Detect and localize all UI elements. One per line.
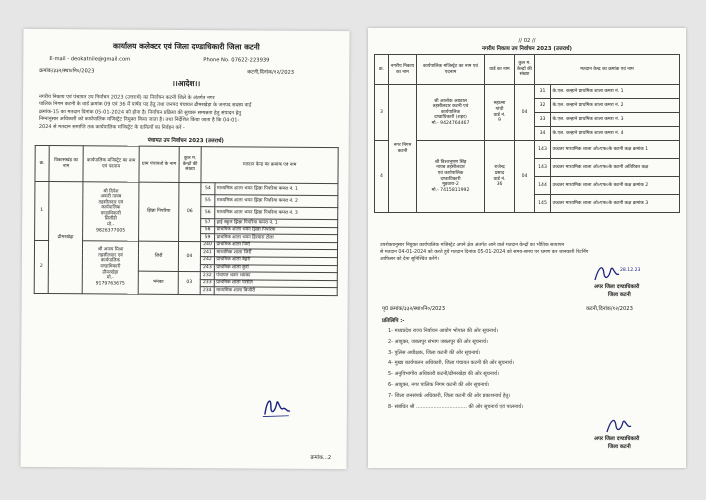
list-item: 5- अनुविभागीय अधिकारी कटनी/ढीमरखेड़ा की ओर सूचनार्थ। — [388, 371, 500, 378]
magistrate-line: एवं कार्यपालिक — [437, 170, 464, 176]
ward-line: गांधी — [495, 106, 504, 112]
table-header-row — [35, 145, 338, 183]
block-name: ढीमरखेड़ा — [48, 182, 83, 294]
station-name: के.एल. कन्हाने प्राथमिक शाला कमरा नं. 2 — [551, 99, 680, 113]
magistrate-line: मो.- 9424764467 — [431, 120, 470, 126]
body-line: क्रमांक-15 का मतदान दिनांक 05-01-2024 को होना है। निर्वाचन प्रक्रिया की सुचारू सम्पन्नता हेतु संपादन हेतु — [38, 108, 242, 117]
signature-mark — [259, 393, 293, 421]
col-count: कुल म. केन्द्रों की संख्या — [179, 146, 201, 182]
list-item: 2- आयुक्त, जबलपुर संभाग जबलपुर की ओर सूचनार्थ। — [388, 338, 488, 345]
body-line: पालिक निगम कटनी के वार्ड क्रमांक 09 एवं 36 में पार्षद पद हेतु तथा जनपद पंचायत ढीमरखेड़ा के जनपद सदस्य वार्ड — [38, 101, 252, 109]
ward-line: वार्ड नं. — [493, 176, 506, 182]
station-no: 233 — [200, 279, 214, 287]
instruction-line: उपरोक्तानुसार नियुक्त कार्यपालिक मजिस्ट्रेट अपने क्षेत्र अंतर्गत आने वाले मतदान केन्द्रों का भौतिक सत्यापन — [380, 243, 565, 248]
station-name: उच्चतर माध्यमिक शाला ओ०एफ०के कटनी कक्ष क्रमांक 3 — [551, 195, 680, 213]
station-count: 04 — [515, 85, 535, 141]
ward-cell — [485, 141, 515, 213]
table-row — [375, 141, 680, 159]
station-no: 232 — [200, 272, 214, 280]
station-name: प्राथमिक शाला कुर्रा — [214, 264, 337, 272]
station-name: उच्चतर माध्यमिक शाला ओ०एफ०के कटनी कक्ष क्रमांक 1 — [551, 141, 680, 159]
magistrate-cell — [83, 182, 139, 241]
row-sno: 2 — [34, 240, 48, 293]
magistrate-line: मो.- 7415811992 — [431, 187, 470, 193]
station-count: 03 — [178, 272, 200, 295]
station-no: 59 — [201, 234, 215, 242]
body-line: नगरीय निकाय एवं पंचायत उप निर्वाचन 2023 (उत्तरार्ध) का निर्वाचन कटनी जिले के अंतर्गत नगर — [39, 93, 215, 102]
ward-line: 9 — [498, 118, 501, 124]
magistrate-line: नायब तहसीलदार — [436, 165, 465, 171]
signature-date: 28.12.23 — [620, 268, 641, 273]
station-no: 56 — [201, 207, 215, 219]
magistrate-line: दण्डाधिकारी — [100, 211, 121, 217]
list-item: 6- आयुक्त, नगर पालिक निगम कटनी की ओर सूचनार्थ। — [388, 381, 490, 388]
copy-heading: प्रतिलिपि :- — [382, 318, 405, 324]
row-sno: 4 — [375, 141, 389, 213]
row-sno: 3 — [375, 85, 389, 141]
row-sno: 1 — [35, 181, 49, 240]
station-no: 243 — [200, 264, 214, 272]
station-name: प्राथमिक शाला भवन झिन्ना पिपरिया — [215, 226, 338, 234]
magistrate-cell — [82, 241, 138, 295]
station-no: 54 — [201, 183, 215, 195]
reference-number: क्रमांक/३३२/स्था०नि०/2023 — [39, 67, 95, 75]
station-no: 32 — [535, 99, 551, 113]
order-date: कटनी,दिनांक/१२/2023 — [247, 69, 295, 76]
instruction-line: आफिसर को देना सुनिश्चित करेंगे। — [380, 257, 439, 262]
office-phone: Phone No. 07622-223939 — [203, 57, 270, 64]
station-no: 144 — [535, 177, 551, 195]
col-body: नगरीय निकाय का नाम — [389, 55, 417, 85]
station-no: 31 — [535, 85, 551, 99]
order-body — [39, 94, 339, 133]
station-name: हाई स्कूल झिन्ना पिपरिया कमरा नं. 1 — [215, 219, 338, 227]
station-no: 145 — [535, 195, 551, 213]
col-panchayat: ग्राम पंचायतों के नाम — [139, 146, 179, 182]
signature-mark — [592, 260, 622, 286]
office-title: कार्यालय कलेक्टर एवं जिला दण्डाधिकारी जिला कटनी — [113, 41, 260, 52]
station-name: माध्यमिक शाला बिजौरी — [214, 287, 337, 295]
col-block: विकासखंड का नाम — [49, 146, 83, 182]
station-no: 55 — [201, 195, 215, 207]
magistrate-line: श्री दिनेश — [103, 188, 119, 195]
station-name: प्राथमिक शाला जिर्री — [215, 241, 338, 249]
panchayat-name: झिन्ना पिपरिया — [139, 182, 179, 241]
panchayat-name: भमका — [138, 271, 178, 294]
ward-line: महात्मा — [493, 101, 506, 107]
signer-place: जिला कटनी — [608, 444, 631, 450]
station-no: 57 — [201, 219, 215, 227]
col-ward: वार्ड का नाम — [485, 55, 515, 85]
table-row — [375, 85, 680, 99]
station-name: प्राथमिक शाला भवन हिरवारा टोला — [215, 234, 338, 242]
station-no: 143 — [535, 159, 551, 177]
station-no: 58 — [201, 226, 215, 234]
magistrate-line: तहसीलदार एवं — [98, 200, 124, 206]
station-name: प्राथमिक शाला परसेल — [214, 279, 337, 287]
signer-place: जिला कटनी — [608, 292, 631, 298]
panchayat-name: जिर्री — [138, 241, 178, 272]
table-row — [35, 181, 338, 195]
order-page-2 — [368, 28, 686, 468]
magistrate-line: दण्डाधिकारी (शहर) — [434, 115, 467, 121]
copy-list — [388, 326, 523, 412]
copy-reference-number: पृ0 क्रमांक/३३२/स्था०नि०/2023 — [382, 306, 446, 312]
list-item: 1- मध्यप्रदेश राज्य निर्वाचन आयोग भोपाल की ओर सूचनार्थ। — [388, 328, 499, 334]
magistrate-line: मो.- — [107, 222, 115, 228]
station-name: माध्यमिक शाला भवन झिन्ना पिपरिया कमरा नं. 1 — [215, 183, 338, 196]
continuation-note: क्रमांक...2 — [310, 454, 332, 462]
body-line: 2024 से मतदान समाप्ति तक कार्यपालिक मजिस्ट्रेट के दायित्वों का निर्वहन करें - — [38, 123, 185, 131]
magistrate-table-panchayat — [34, 145, 339, 296]
magistrate-line: कार्यपालिक — [101, 205, 121, 211]
col-magistrate: कार्यपालिक मजिस्ट्रेट का नाम एवं पदनाम — [83, 146, 139, 182]
order-heading: ।।आदेश।। — [172, 78, 201, 89]
ward-line: 36 — [496, 182, 503, 188]
magistrate-line: दण्डाधिकारी — [440, 176, 461, 182]
station-count: 06 — [179, 182, 201, 241]
station-no: 240 — [201, 241, 215, 249]
magistrate-line: तहसीलदार एवं — [98, 253, 123, 259]
station-name: प्राथमिक शाला बेहरी — [214, 257, 337, 265]
magistrate-line: मो.- — [106, 275, 114, 281]
station-no: 242 — [200, 257, 214, 265]
station-name: माध्यमिक शाला भवन झिन्ना पिपरिया कमरा नं. 2 — [215, 195, 338, 208]
magistrate-cell — [417, 85, 485, 141]
station-no: 33 — [535, 113, 551, 127]
list-item: 8- संबंधित श्री ................................ की ओर सूचनार्थ एवं पालनार्थ। — [388, 403, 524, 410]
copy-date: कटनी,दिनांक/१२/2023 — [586, 306, 633, 312]
magistrate-line: श्री आलोक अग्रवाल — [434, 98, 467, 104]
magistrate-line: 9179763675 — [95, 281, 125, 287]
urban-body-name: नगर निगम कटनी — [389, 85, 417, 213]
table-header-row — [375, 55, 680, 85]
magistrate-line: दण्डाधिकारी — [100, 264, 121, 270]
magistrate-line: मुड़वारा-2 — [442, 182, 459, 188]
signature-mark — [604, 414, 634, 438]
station-name: के.एल. कन्हाने प्राथमिक शाला कमरा नं. 4 — [551, 127, 680, 141]
station-no: 241 — [200, 249, 214, 257]
instruction-paragraph — [380, 242, 676, 263]
station-no: 34 — [535, 127, 551, 141]
office-email: E-mail - deokatnile@gmail.com — [49, 56, 131, 63]
signer-title: अपर जिला दण्डाधिकारी — [594, 436, 640, 442]
ward-line: वार्ड नं. — [493, 112, 506, 118]
instruction-line: से मतदान 04-01-2024 को करते हुये मतदान दिनांक 05-01-2024 को समय-समय पर भ्रमण कर जानकारी रिटर्निंग — [380, 250, 589, 255]
table-title: पंचायत उप निर्वाचन 2023 (उत्तरार्ध) — [147, 137, 224, 145]
magistrate-line: सिलौंडी — [104, 216, 117, 223]
station-count: 04 — [515, 141, 535, 213]
magistrate-line: श्री अजय मिश्रा — [97, 247, 124, 253]
ward-line: राजेन्द्र — [494, 165, 505, 171]
station-name: पंचायत भवन भमका — [214, 272, 337, 280]
magistrate-table-urban — [374, 54, 680, 213]
station-no: 143 — [535, 141, 551, 159]
magistrate-line: श्री विश्वभूषण सिंह — [434, 159, 467, 165]
station-count: 04 — [178, 241, 200, 272]
col-count: कुल म. केन्द्रों की संख्या — [515, 55, 535, 85]
page-number: // 02 // — [518, 38, 536, 44]
station-name: माध्यमिक शाला जिर्री — [214, 249, 337, 257]
station-name: के.एल. कन्हाने प्राथमिक शाला कमरा नं. 1 — [551, 85, 680, 99]
list-item: 3- पुलिस अधीक्षक, जिला कटनी की ओर सूचनार्थ। — [388, 349, 481, 356]
col-sno: क्र. — [35, 145, 49, 181]
table-title: नगरीय निकाय उप निर्वाचन 2023 (उत्तरार्ध) — [482, 46, 572, 52]
col-stations: मतदान केन्द्र का क्रमांक एवं नाम — [535, 55, 680, 85]
magistrate-line: अवारी नायब — [100, 194, 122, 200]
magistrate-line: कार्यपालिक — [100, 258, 120, 265]
signer-title: अपर जिला दण्डाधिकारी — [594, 284, 640, 290]
magistrate-cell — [417, 141, 485, 213]
col-stations: मतदान केन्द्र का क्रमांक एवं नाम — [201, 147, 338, 184]
ward-line: प्रसाद — [494, 170, 505, 176]
body-line: निम्नानुसार अधिकारी को कार्यपालिक मजिस्ट्रेट नियुक्त किया जाता है। तथा निर्देशित किया जाता है कि 04-01- — [38, 116, 240, 124]
station-name: माध्यमिक शाला भवन झिन्ना पिपरिया कमरा नं. 3 — [215, 207, 338, 220]
list-item: 7- जिला जनसंपर्क अधिकारी, जिला कटनी की ओर प्रकाशनार्थ हेतु। — [388, 392, 511, 399]
magistrate-line: 9826377005 — [95, 228, 126, 234]
order-page-1 — [20, 29, 349, 469]
list-item: 4- मुख्य कार्यपालन अधिकारी, जिला पंचायत कटनी की ओर सूचनार्थ। — [388, 360, 514, 367]
col-sno: क्र. — [375, 55, 389, 85]
magistrate-line: कार्यपालिक — [440, 109, 460, 115]
station-name: उच्चतर माध्यमिक शाला ओ०एफ०के कटनी कक्ष क्रमांक 2 — [551, 177, 680, 195]
col-magistrate: कार्यपालिक मजिस्ट्रेट का नाम एवं पदनाम — [417, 55, 485, 85]
magistrate-line: तहसीलदार कटनी एवं — [432, 104, 469, 110]
station-name: उच्चतर माध्यमिक शाला ओ०एफ०के कटनी अतिरिक्त कक्ष — [551, 159, 680, 177]
station-name: के.एल. कन्हाने प्राथमिक शाला कमरा नं. 3 — [551, 113, 680, 127]
magistrate-line: ढीमरखेड़ा — [102, 270, 119, 276]
ward-cell — [485, 85, 515, 141]
station-no: 234 — [200, 287, 214, 295]
